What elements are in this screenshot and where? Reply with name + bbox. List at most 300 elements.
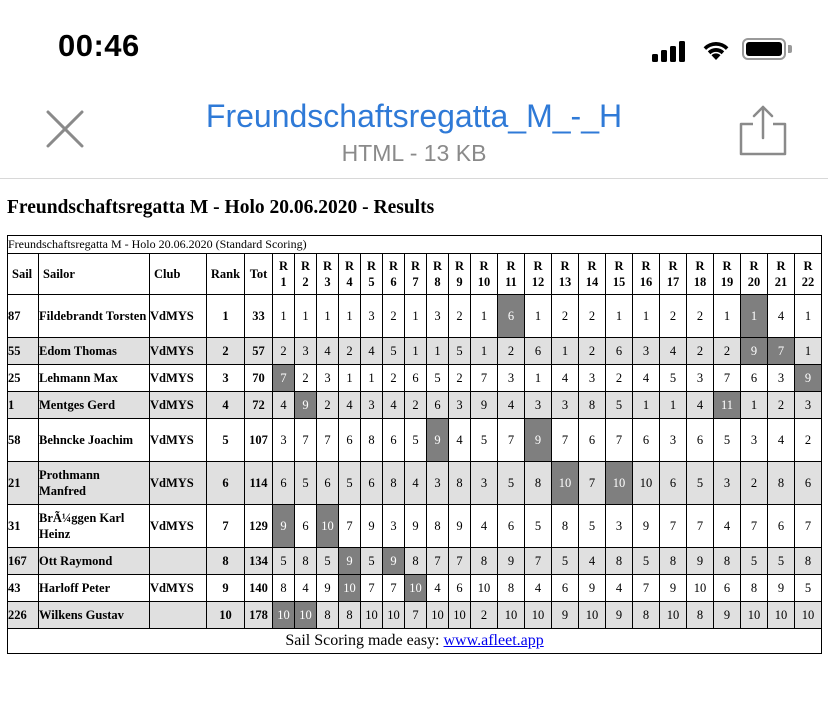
table-row: [8, 419, 822, 462]
race-score-cell: 4: [405, 462, 427, 505]
race-score-cell: 3: [768, 365, 795, 392]
race-prefix: R: [587, 259, 597, 273]
club-cell: [150, 602, 207, 629]
race-score-cell: 4: [317, 338, 339, 365]
race-prefix: R: [803, 259, 813, 273]
close-icon[interactable]: [44, 108, 86, 150]
race-score-cell: 1: [660, 392, 687, 419]
race-score-cell: 10: [579, 602, 606, 629]
header-race-3: [317, 254, 339, 295]
race-score-cell: 2: [606, 365, 633, 392]
rank-cell: 3: [207, 365, 245, 392]
total-cell: 72: [245, 392, 273, 419]
total-cell: 140: [245, 575, 273, 602]
race-score-cell: 2: [714, 338, 741, 365]
race-number: 8: [434, 275, 441, 289]
race-score-cell: 7: [339, 505, 361, 548]
sail-cell: 226: [8, 602, 39, 629]
table-row: [8, 338, 822, 365]
header-race-6: [383, 254, 405, 295]
race-score-cell: 6: [317, 462, 339, 505]
race-score-cell: 1: [295, 295, 317, 338]
race-prefix: R: [410, 259, 421, 273]
race-score-cell: 6: [741, 365, 768, 392]
sail-cell: 25: [8, 365, 39, 392]
race-score-cell: 1: [317, 295, 339, 338]
race-score-cell: 5: [795, 575, 822, 602]
race-score-cell: 1: [741, 392, 768, 419]
race-score-cell: 9: [741, 338, 768, 365]
race-score-cell: 4: [449, 419, 471, 462]
race-score-cell: 2: [339, 338, 361, 365]
race-score-cell: 3: [633, 338, 660, 365]
sail-cell: 21: [8, 462, 39, 505]
race-score-cell: 2: [449, 295, 471, 338]
race-score-cell: 9: [273, 505, 295, 548]
race-score-cell: 6: [498, 505, 525, 548]
race-score-cell: 5: [339, 462, 361, 505]
race-score-cell: 5: [633, 548, 660, 575]
header-race-14: [579, 254, 606, 295]
race-score-cell: 8: [405, 548, 427, 575]
race-number: 5: [368, 275, 375, 289]
header-race-12: [525, 254, 552, 295]
race-prefix: R: [668, 259, 678, 273]
race-score-cell: 4: [606, 575, 633, 602]
header-race-17: [660, 254, 687, 295]
race-score-cell: 10: [273, 602, 295, 629]
race-score-cell: 2: [579, 295, 606, 338]
race-prefix: R: [344, 259, 355, 273]
header-race-22: [795, 254, 822, 295]
race-score-cell: 8: [339, 602, 361, 629]
race-score-cell: 10: [552, 462, 579, 505]
race-score-cell: 9: [339, 548, 361, 575]
race-score-cell: 7: [471, 365, 498, 392]
race-score-cell: 8: [317, 602, 339, 629]
race-score-cell: 4: [361, 338, 383, 365]
race-prefix: R: [749, 259, 759, 273]
table-row: [8, 365, 822, 392]
race-score-cell: 3: [687, 365, 714, 392]
table-row: [8, 392, 822, 419]
race-prefix: R: [506, 259, 516, 273]
race-score-cell: 1: [741, 295, 768, 338]
race-number: 22: [801, 275, 815, 289]
club-cell: VdMYS: [150, 505, 207, 548]
race-score-cell: 3: [273, 419, 295, 462]
race-score-cell: 1: [339, 365, 361, 392]
race-score-cell: 2: [449, 365, 471, 392]
race-score-cell: 8: [660, 548, 687, 575]
sail-cell: 55: [8, 338, 39, 365]
header-race-19: [714, 254, 741, 295]
race-number: 3: [324, 275, 331, 289]
sail-cell: 167: [8, 548, 39, 575]
race-score-cell: 6: [660, 462, 687, 505]
race-score-cell: 1: [339, 295, 361, 338]
race-score-cell: 6: [361, 462, 383, 505]
race-score-cell: 4: [273, 392, 295, 419]
clock: 00:46: [58, 28, 140, 63]
race-score-cell: 1: [273, 295, 295, 338]
race-score-cell: 9: [606, 602, 633, 629]
sailor-cell: Fildebrandt Torsten: [39, 295, 150, 338]
race-score-cell: 9: [427, 419, 449, 462]
total-cell: 129: [245, 505, 273, 548]
race-score-cell: 9: [633, 505, 660, 548]
race-score-cell: 3: [295, 338, 317, 365]
race-score-cell: 9: [471, 392, 498, 419]
afleet-link[interactable]: www.afleet.app: [443, 632, 544, 649]
rank-cell: 1: [207, 295, 245, 338]
race-number: 17: [666, 275, 680, 289]
race-score-cell: 2: [383, 365, 405, 392]
race-score-cell: 5: [741, 548, 768, 575]
race-score-cell: 8: [449, 462, 471, 505]
rank-cell: 4: [207, 392, 245, 419]
race-score-cell: 8: [295, 548, 317, 575]
race-score-cell: 1: [405, 338, 427, 365]
race-score-cell: 7: [405, 602, 427, 629]
race-score-cell: 9: [449, 505, 471, 548]
race-score-cell: 7: [361, 575, 383, 602]
race-score-cell: 3: [427, 295, 449, 338]
header-race-21: [768, 254, 795, 295]
sailor-cell: Behncke Joachim: [39, 419, 150, 462]
sailor-cell: Prothmann Manfred: [39, 462, 150, 505]
header-race-11: [498, 254, 525, 295]
race-score-cell: 5: [295, 462, 317, 505]
race-score-cell: 3: [498, 365, 525, 392]
race-score-cell: 6: [714, 575, 741, 602]
race-score-cell: 6: [687, 419, 714, 462]
race-score-cell: 4: [768, 295, 795, 338]
race-score-cell: 5: [660, 365, 687, 392]
table-header-row: [8, 254, 822, 295]
race-score-cell: 8: [606, 548, 633, 575]
table-row: [8, 505, 822, 548]
race-score-cell: 2: [317, 392, 339, 419]
race-score-cell: 2: [273, 338, 295, 365]
header-race-16: [633, 254, 660, 295]
race-score-cell: 5: [687, 462, 714, 505]
sailor-cell: Lehmann Max: [39, 365, 150, 392]
race-prefix: R: [641, 259, 651, 273]
race-score-cell: 8: [525, 462, 552, 505]
race-score-cell: 9: [552, 602, 579, 629]
race-score-cell: 10: [449, 602, 471, 629]
rank-cell: 8: [207, 548, 245, 575]
race-number: 18: [693, 275, 707, 289]
race-score-cell: 8: [768, 462, 795, 505]
race-score-cell: 10: [427, 602, 449, 629]
race-prefix: R: [366, 259, 377, 273]
race-score-cell: 9: [317, 575, 339, 602]
footer-text: Sail Scoring made easy:: [285, 632, 444, 649]
race-score-cell: 8: [471, 548, 498, 575]
race-score-cell: 9: [795, 365, 822, 392]
race-score-cell: 10: [687, 575, 714, 602]
race-score-cell: 3: [361, 392, 383, 419]
header-rank: Rank: [207, 254, 245, 295]
race-number: 16: [639, 275, 653, 289]
race-number: 14: [585, 275, 599, 289]
race-score-cell: 8: [795, 548, 822, 575]
header-sailor: Sailor: [39, 254, 150, 295]
race-score-cell: 10: [339, 575, 361, 602]
race-score-cell: 9: [361, 505, 383, 548]
race-score-cell: 4: [295, 575, 317, 602]
race-score-cell: 6: [449, 575, 471, 602]
race-number: 21: [774, 275, 788, 289]
sail-cell: 43: [8, 575, 39, 602]
race-prefix: R: [479, 259, 489, 273]
header-race-4: [339, 254, 361, 295]
race-score-cell: 6: [795, 462, 822, 505]
race-score-cell: 5: [525, 505, 552, 548]
race-score-cell: 5: [273, 548, 295, 575]
header-race-1: [273, 254, 295, 295]
race-score-cell: 9: [405, 505, 427, 548]
battery-icon: [742, 38, 794, 62]
header-club: Club: [150, 254, 207, 295]
sailor-cell: Mentges Gerd: [39, 392, 150, 419]
race-number: 13: [558, 275, 572, 289]
race-score-cell: 4: [383, 392, 405, 419]
race-score-cell: 7: [427, 548, 449, 575]
race-score-cell: 2: [295, 365, 317, 392]
race-score-cell: 7: [795, 505, 822, 548]
race-prefix: R: [614, 259, 624, 273]
total-cell: 178: [245, 602, 273, 629]
header-sail: Sail: [8, 254, 39, 295]
race-score-cell: 3: [606, 505, 633, 548]
rank-cell: 6: [207, 462, 245, 505]
race-score-cell: 5: [383, 338, 405, 365]
race-score-cell: 10: [606, 462, 633, 505]
race-prefix: R: [278, 259, 289, 273]
table-row: [8, 462, 822, 505]
race-score-cell: 2: [405, 392, 427, 419]
club-cell: [150, 548, 207, 575]
race-score-cell: 4: [660, 338, 687, 365]
race-score-cell: 3: [714, 462, 741, 505]
race-score-cell: 1: [714, 295, 741, 338]
rank-cell: 7: [207, 505, 245, 548]
document-subtitle: HTML - 13 KB: [341, 140, 487, 166]
race-score-cell: 10: [317, 505, 339, 548]
header-race-2: [295, 254, 317, 295]
race-score-cell: 6: [633, 419, 660, 462]
page-title: Freundschaftsregatta M - Holo 20.06.2020 - Results: [7, 197, 435, 218]
header-race-7: [405, 254, 427, 295]
race-score-cell: 4: [498, 392, 525, 419]
race-score-cell: 3: [660, 419, 687, 462]
race-score-cell: 5: [471, 419, 498, 462]
sail-cell: 31: [8, 505, 39, 548]
race-score-cell: 4: [687, 392, 714, 419]
race-score-cell: 8: [741, 575, 768, 602]
race-score-cell: 1: [471, 295, 498, 338]
race-score-cell: 1: [633, 295, 660, 338]
race-score-cell: 6: [498, 295, 525, 338]
club-cell: VdMYS: [150, 462, 207, 505]
race-score-cell: 7: [768, 338, 795, 365]
rank-cell: 5: [207, 419, 245, 462]
race-score-cell: 8: [687, 602, 714, 629]
race-prefix: R: [722, 259, 732, 273]
sail-cell: 58: [8, 419, 39, 462]
race-score-cell: 3: [741, 419, 768, 462]
race-score-cell: 5: [579, 505, 606, 548]
race-score-cell: 2: [498, 338, 525, 365]
sailor-cell: Wilkens Gustav: [39, 602, 150, 629]
race-score-cell: 3: [317, 365, 339, 392]
race-score-cell: 3: [579, 365, 606, 392]
header-tot: Tot: [245, 254, 273, 295]
header-race-5: [361, 254, 383, 295]
race-number: 7: [412, 275, 419, 289]
race-score-cell: 1: [525, 365, 552, 392]
footer-cell: [8, 629, 822, 654]
race-number: 4: [346, 275, 353, 289]
race-score-cell: 1: [633, 392, 660, 419]
race-score-cell: 7: [383, 575, 405, 602]
race-score-cell: 9: [525, 419, 552, 462]
race-prefix: R: [454, 259, 465, 273]
race-score-cell: 3: [383, 505, 405, 548]
share-icon[interactable]: [736, 104, 790, 156]
race-number: 2: [302, 275, 309, 289]
race-prefix: R: [432, 259, 443, 273]
table-caption: Freundschaftsregatta M - Holo 20.06.2020 (Standard Scoring): [8, 236, 822, 254]
table-row: [8, 548, 822, 575]
race-score-cell: 2: [795, 419, 822, 462]
race-score-cell: 7: [295, 419, 317, 462]
race-score-cell: 7: [498, 419, 525, 462]
race-prefix: R: [300, 259, 311, 273]
race-score-cell: 6: [606, 338, 633, 365]
race-score-cell: 9: [295, 392, 317, 419]
sailor-cell: Harloff Peter: [39, 575, 150, 602]
race-score-cell: 10: [525, 602, 552, 629]
race-score-cell: 7: [525, 548, 552, 575]
race-score-cell: 8: [498, 575, 525, 602]
header-race-20: [741, 254, 768, 295]
table-row: [8, 575, 822, 602]
race-number: 20: [747, 275, 761, 289]
race-score-cell: 8: [383, 462, 405, 505]
race-score-cell: 1: [361, 365, 383, 392]
race-number: 12: [531, 275, 545, 289]
footer-row: [8, 629, 822, 654]
race-score-cell: 10: [471, 575, 498, 602]
race-score-cell: 7: [714, 365, 741, 392]
race-score-cell: 9: [714, 602, 741, 629]
race-score-cell: 7: [317, 419, 339, 462]
sail-cell: 87: [8, 295, 39, 338]
race-score-cell: 3: [471, 462, 498, 505]
document-nav-bar: [0, 90, 828, 179]
race-score-cell: 5: [405, 419, 427, 462]
race-score-cell: 2: [471, 602, 498, 629]
race-score-cell: 1: [795, 295, 822, 338]
race-number: 1: [280, 275, 287, 289]
table-caption-row: [8, 236, 822, 254]
race-score-cell: 5: [606, 392, 633, 419]
status-bar: [0, 0, 828, 90]
race-score-cell: 11: [714, 392, 741, 419]
race-score-cell: 7: [606, 419, 633, 462]
race-score-cell: 1: [795, 338, 822, 365]
race-score-cell: 6: [768, 505, 795, 548]
race-score-cell: 5: [714, 419, 741, 462]
race-number: 11: [505, 275, 517, 289]
race-score-cell: 7: [552, 419, 579, 462]
sailor-cell: Ott Raymond: [39, 548, 150, 575]
race-prefix: R: [776, 259, 786, 273]
race-score-cell: 4: [579, 548, 606, 575]
race-prefix: R: [533, 259, 543, 273]
race-score-cell: 10: [741, 602, 768, 629]
race-score-cell: 8: [427, 505, 449, 548]
header-race-13: [552, 254, 579, 295]
race-score-cell: 9: [660, 575, 687, 602]
race-score-cell: 9: [498, 548, 525, 575]
race-score-cell: 2: [768, 392, 795, 419]
race-score-cell: 6: [405, 365, 427, 392]
race-score-cell: 2: [687, 338, 714, 365]
race-score-cell: 4: [471, 505, 498, 548]
race-score-cell: 7: [741, 505, 768, 548]
race-number: 9: [456, 275, 463, 289]
race-number: 19: [720, 275, 734, 289]
sailor-cell: BrÃ¼ggen Karl Heinz: [39, 505, 150, 548]
document-title: Freundschaftsregatta_M_-_H: [205, 98, 623, 134]
race-score-cell: 8: [361, 419, 383, 462]
results-table-container: [7, 235, 822, 654]
sail-cell: 1: [8, 392, 39, 419]
race-score-cell: 4: [427, 575, 449, 602]
race-score-cell: 1: [405, 295, 427, 338]
race-score-cell: 10: [383, 602, 405, 629]
club-cell: VdMYS: [150, 338, 207, 365]
header-race-18: [687, 254, 714, 295]
race-score-cell: 6: [339, 419, 361, 462]
race-score-cell: 6: [383, 419, 405, 462]
race-prefix: R: [695, 259, 705, 273]
race-score-cell: 1: [471, 338, 498, 365]
race-score-cell: 8: [714, 548, 741, 575]
race-score-cell: 10: [498, 602, 525, 629]
race-score-cell: 5: [361, 548, 383, 575]
race-score-cell: 3: [552, 392, 579, 419]
race-number: 15: [612, 275, 626, 289]
race-score-cell: 10: [361, 602, 383, 629]
race-score-cell: 5: [449, 338, 471, 365]
race-score-cell: 6: [525, 338, 552, 365]
race-score-cell: 3: [449, 392, 471, 419]
race-score-cell: 8: [273, 575, 295, 602]
table-row: [8, 602, 822, 629]
total-cell: 70: [245, 365, 273, 392]
total-cell: 107: [245, 419, 273, 462]
total-cell: 57: [245, 338, 273, 365]
race-score-cell: 2: [687, 295, 714, 338]
race-score-cell: 10: [405, 575, 427, 602]
race-score-cell: 9: [579, 575, 606, 602]
